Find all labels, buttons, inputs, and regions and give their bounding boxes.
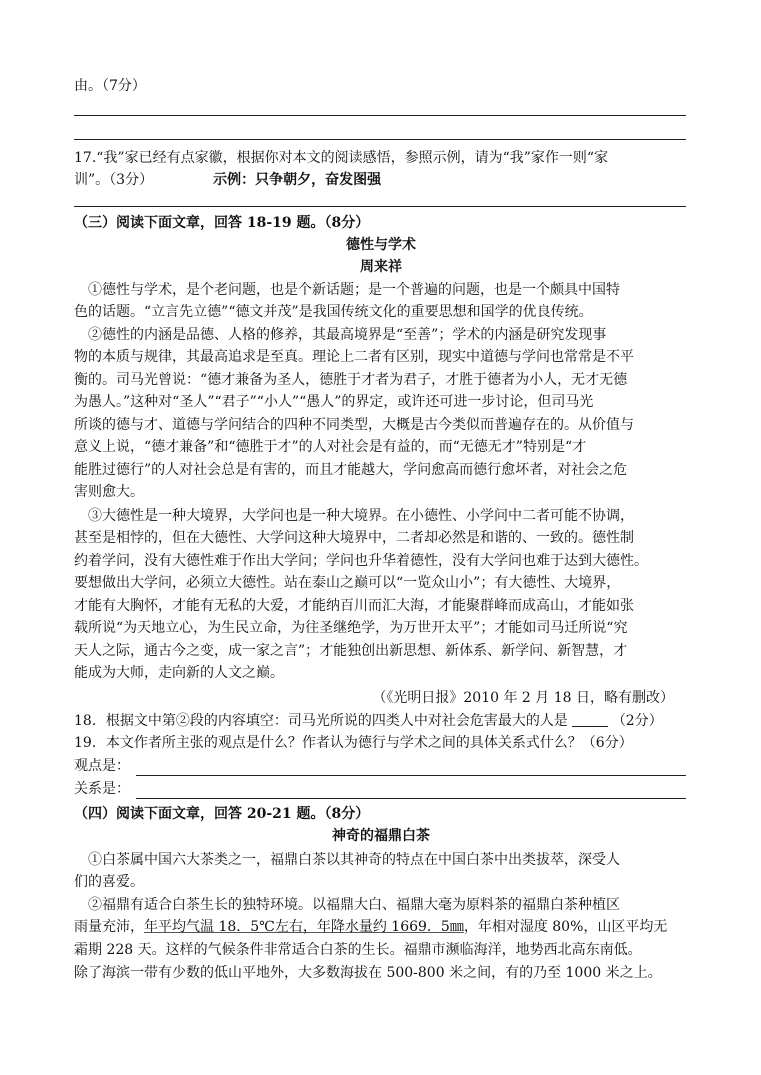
paragraph-line: 所谈的德与才、道德与学问结合的四种不同类型，大概是古今类似而普遍存在的。从价值与 [74,417,634,433]
q19: 19．本文作者所主张的观点是什么？作者认为德行与学术之间的具体关系式什么？（6分） [74,735,633,751]
article-title: 神奇的福鼎白茶 [332,828,430,844]
q18-score: （2分） [611,713,663,729]
underlined-segment: 年平均气温 18．5℃左右，年降水量约 1669．5㎜ [144,919,464,935]
article-title: 德性与学术 [346,237,416,253]
q19-view-answer-line[interactable] [136,775,686,776]
paragraph-line: 能成为大师，走向新的人文之巅。 [74,665,284,681]
paragraph-line: 们的喜爱。 [74,874,144,890]
paragraph-line: 载所说“为天地立心，为生民立命，为往圣继绝学，为万世开太平”；才能如司马迁所说“究 [74,620,628,636]
section4-header: （四）阅读下面文章，回答 20-21 题。（8分） [74,806,370,822]
article-author: 周来祥 [360,259,402,275]
paragraph-line: 意义上说，“德才兼备”和“德胜于才”的人对社会是有益的，而“无德无才”特别是“才 [74,439,587,455]
q16-tail: 由。（7分） [74,78,146,94]
paragraph-line: ③大德性是一种大境界，大学问也是一种大境界。在小德性、小学问中二者可能不协调， [88,508,634,524]
paragraph-line: 物的本质与规律，其最高追求是至真。理论上二者有区别，现实中道德与学问也常常是不平 [74,349,634,365]
answer-line [74,206,686,207]
paragraph-line: 要想做出大学问，必须立大德性。站在泰山之巅可以“一览众山小”；有大德性、大境界， [74,575,621,591]
paragraph-line: 除了海滨一带有少数的低山平地外，大多数海拔在 500-800 米之间，有的乃至 1000 米之上。 [74,965,662,981]
paragraph-line: ②福鼎有适合白茶生长的独特环境。以福鼎大白、福鼎大毫为原料茶的福鼎白茶种植区 [88,897,620,913]
paragraph-line: 霜期 228 天。这样的气候条件非常适合白茶的生长。福鼎市濒临海洋，地势西北高东南低。 [74,942,642,958]
q19-view-label: 观点是： [74,758,130,774]
paragraph-line: ①白茶属中国六大茶类之一，福鼎白茶以其神奇的特点在中国白茶中出类拔萃，深受人 [88,852,620,868]
answer-line [74,139,686,140]
paragraph-line: 能胜过德行”的人对社会总是有害的，而且才能越大，学问愈高而德行愈坏者，对社会之危 [74,462,628,478]
q18-text: 18．根据文中第②段的内容填空：司马光所说的四类人中对社会危害最大的人是 [74,713,568,729]
paragraph-line: 害则愈大。 [74,484,144,500]
q19-relation-answer-line[interactable] [136,798,686,799]
paragraph-line: 才能有大胸怀，才能有无私的大爱，才能纳百川而汇大海，才能聚群峰而成高山，才能如张 [74,598,634,614]
q18 [74,712,688,731]
q17-example: 示例：只争朝夕，奋发图强 [213,172,382,188]
text-segment: 雨量充沛， [74,919,144,935]
q17-line1: 17.“我”家已经有点家徽，根据你对本文的阅读感悟，参照示例，请为“我”家作一则“家 [74,150,609,166]
paragraph-line: 天人之际，通古今之变，成一家之言”；才能独创出新思想、新体系、新学问、新智慧，才 [74,643,628,659]
text-segment: ，年相对湿度 80%，山区平均无 [463,919,668,935]
q19-relation-label: 关系是： [74,781,130,797]
section3-header: （三）阅读下面文章，回答 18-19 题。（8分） [74,215,370,231]
paragraph-line: 色的话题。“立言先立德”“德文并茂”是我国传统文化的重要思想和国学的优良传统。 [74,304,593,320]
answer-line [74,115,686,116]
paragraph-line: 甚至是相悖的，但在大德性、大学问这种大境界中，二者却必然是和谐的、一致的。德性制 [74,530,634,546]
q18-answer-blank[interactable] [572,712,608,727]
paragraph-line: ①德性与学术，是个老问题，也是个新话题；是一个普遍的问题，也是一个颇具中国特 [88,282,620,298]
q17-line2 [74,171,688,190]
q17-line2-text: 训”。（3分） [74,172,154,188]
paragraph-line: 约着学问，没有大德性难于作出大学问；学问也升华着德性，没有大学问也难于达到大德性。 [74,553,648,569]
paragraph-line: 为愚人。”这种对“圣人”“君子”“小人”“愚人”的界定，或许还可进一步讨论，但司马光 [74,394,594,410]
paragraph-line: ②德性的内涵是品德、人格的修养，其最高境界是“至善”；学术的内涵是研究发现事 [88,327,607,343]
paragraph-line: 衡的。司马光曾说：“德才兼备为圣人，德胜于才者为君子，才胜于德者为小人，无才无德 [74,372,628,388]
paragraph-line [74,918,688,937]
article-source: （《光明日报》2010 年 2 月 18 日，略有删改） [372,690,674,706]
